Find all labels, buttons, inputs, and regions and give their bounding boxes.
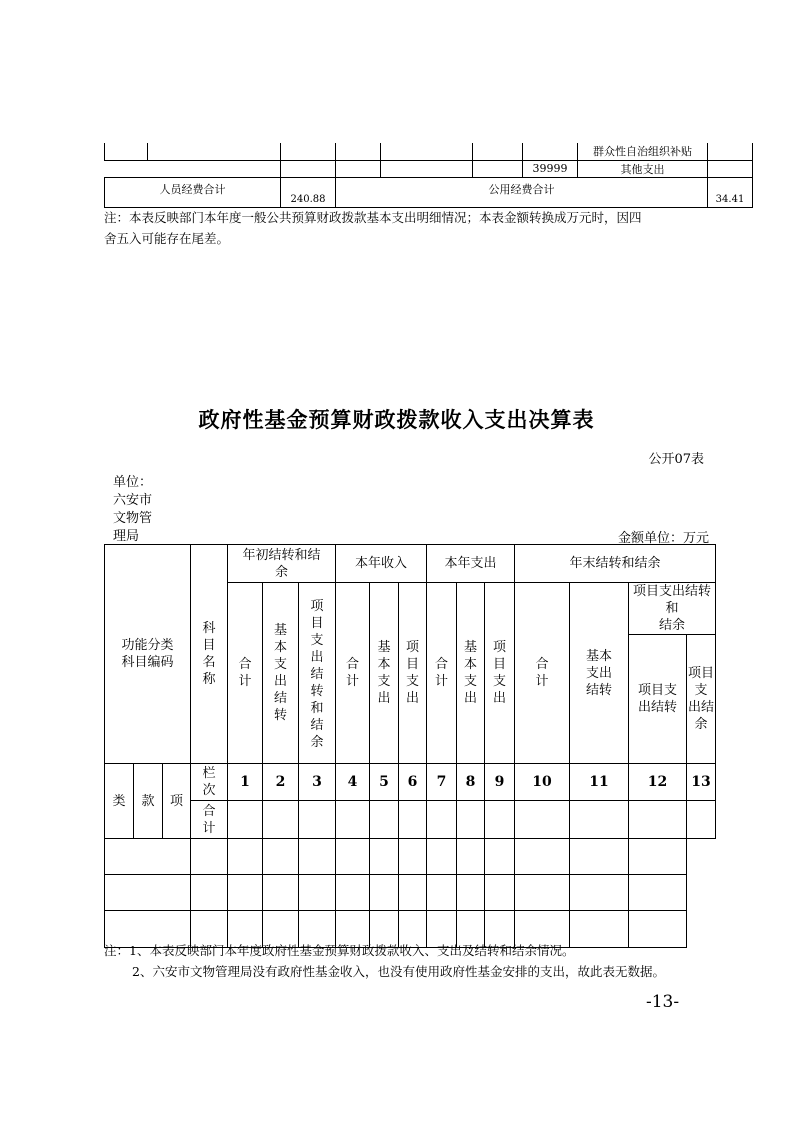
column-number: 5 xyxy=(370,764,399,801)
unit-name-line: 六安市 xyxy=(113,493,153,508)
lei-label: 类 xyxy=(105,764,134,839)
begin-basic-carry-header: 基 本 支 出 结 转 xyxy=(263,583,299,764)
personnel-total-value: 240.88 xyxy=(281,177,336,207)
lan-ci-label: 栏 次 xyxy=(191,764,228,801)
unit-name-line: 文物管 xyxy=(113,511,153,526)
table-row xyxy=(105,143,753,160)
table-note-2: 2、六安市文物管理局没有政府性基金收入，也没有使用政府性基金安排的支出，故此表无数据。 xyxy=(132,964,665,979)
public-total-value: 34.41 xyxy=(708,177,753,207)
end-project-balance-header: 项目支 出结余 xyxy=(687,635,716,764)
kuan-label: 款 xyxy=(134,764,163,839)
income-header: 本年收入 xyxy=(336,545,427,583)
column-number: 4 xyxy=(336,764,370,801)
expense-basic-header: 基 本 支 出 xyxy=(457,583,485,764)
end-balance-header: 年末结转和结余 xyxy=(515,545,716,583)
public-total-label: 公用经费合计 xyxy=(336,177,708,207)
amount-unit: 金额单位：万元 xyxy=(617,531,709,546)
table-code: 公开07表 xyxy=(648,452,704,467)
column-number: 10 xyxy=(515,764,570,801)
expense-header: 本年支出 xyxy=(427,545,515,583)
column-number: 3 xyxy=(299,764,336,801)
expense-total-header: 合 计 xyxy=(427,583,457,764)
table-row xyxy=(105,177,753,207)
column-number: 6 xyxy=(399,764,427,801)
page-number: -13- xyxy=(646,992,680,1012)
column-number: 8 xyxy=(457,764,485,801)
column-number: 1 xyxy=(228,764,263,801)
personnel-total-label: 人员经费合计 xyxy=(105,177,281,207)
income-total-header: 合 计 xyxy=(336,583,370,764)
end-total-header: 合 计 xyxy=(515,583,570,764)
page-title: 政府性基金预算财政拨款收入支出决算表 xyxy=(198,408,595,432)
fund-budget-table xyxy=(104,544,716,948)
column-number: 13 xyxy=(687,764,716,801)
begin-project-carry-header: 项 目 支 出 结 转 和 结 余 xyxy=(299,583,336,764)
income-project-header: 项 目 支 出 xyxy=(399,583,427,764)
table-row xyxy=(105,875,716,911)
table-header-row xyxy=(105,545,716,583)
previous-table-fragment xyxy=(104,143,753,208)
subject-name-cell: 其他支出 xyxy=(578,160,708,177)
column-number-row xyxy=(105,764,716,801)
unit-block xyxy=(113,474,152,546)
fragment-note-line-2: 舍五入可能存在尾差。 xyxy=(104,231,230,246)
begin-balance-header: 年初结转和结 余 xyxy=(228,545,336,583)
he-ji-label: 合 计 xyxy=(191,801,228,839)
total-row xyxy=(105,801,716,839)
column-number: 2 xyxy=(263,764,299,801)
unit-name-line: 理局 xyxy=(113,529,140,544)
column-number: 12 xyxy=(629,764,687,801)
column-number: 7 xyxy=(427,764,457,801)
expense-project-header: 项 目 支 出 xyxy=(485,583,515,764)
subject-code-cell: 39999 xyxy=(523,160,578,177)
fragment-note-line-1: 注：本表反映部门本年度一般公共预算财政拨款基本支出明细情况；本表金额转换成万元时，因四 xyxy=(104,210,642,225)
column-number: 9 xyxy=(485,764,515,801)
subject-name-cell: 群众性自治组织补贴 xyxy=(578,143,708,160)
end-project-carry-group-header: 项目支出结转和 结余 xyxy=(629,583,716,635)
column-number: 11 xyxy=(570,764,629,801)
table-note-1: 注：1、本表反映部门本年度政府性基金预算财政拨款收入、支出及结转和结余情况。 xyxy=(104,943,575,958)
unit-label: 单位： xyxy=(113,475,153,490)
table-row xyxy=(105,839,716,875)
income-basic-header: 基 本 支 出 xyxy=(370,583,399,764)
func-code-header: 功能分类 科目编码 xyxy=(105,545,191,764)
table-row xyxy=(105,160,753,177)
begin-total-header: 合 计 xyxy=(228,583,263,764)
end-project-carry-header: 项目支 出结转 xyxy=(629,635,687,764)
xiang-label: 项 xyxy=(163,764,191,839)
subject-name-header: 科 目 名 称 xyxy=(191,545,228,764)
end-basic-carry-header: 基本 支出 结转 xyxy=(570,583,629,764)
